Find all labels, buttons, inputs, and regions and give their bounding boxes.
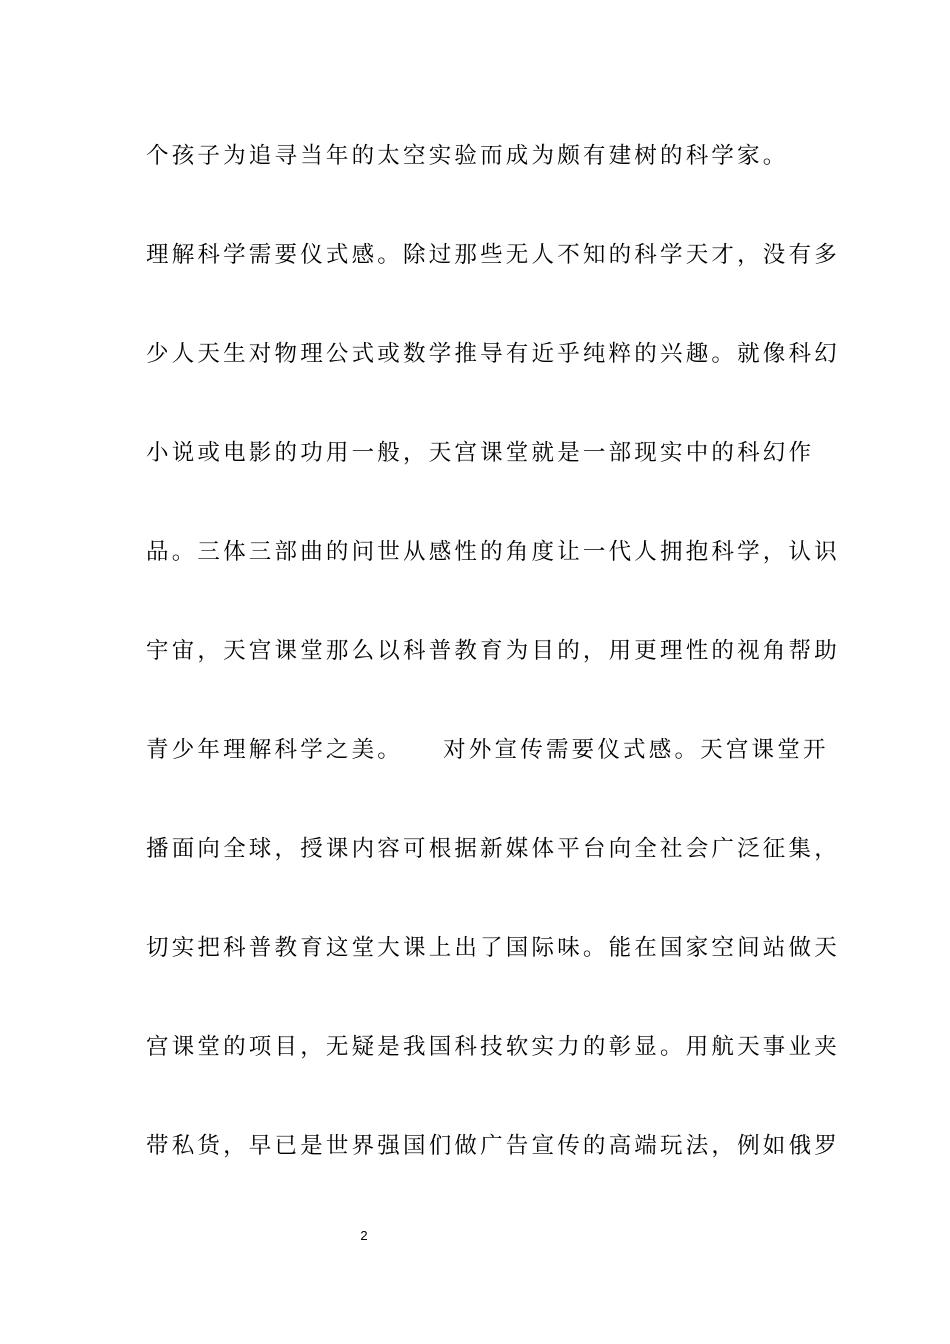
text-line: 品。三体三部曲的问世从感性的角度让一代人拥抱科学，认识 [146,539,840,565]
text-line: 播面向全球，授课内容可根据新媒体平台向全社会广泛征集， [146,836,840,862]
text-line: 理解科学需要仪式感。除过那些无人不知的科学天才，没有多 [146,242,840,268]
text-line: 个孩子为追寻当年的太空实验而成为颇有建树的科学家。 [146,143,789,169]
text-line: 宫课堂的项目，无疑是我国科技软实力的彰显。用航天事业夹 [146,1034,840,1060]
text-line: 青少年理解科学之美。 对外宣传需要仪式感。天宫课堂开 [146,737,829,763]
text-line: 切实把科普教育这堂大课上出了国际味。能在国家空间站做天 [146,935,840,961]
page-number: 2 [360,1228,368,1243]
text-line: 少人天生对物理公式或数学推导有近乎纯粹的兴趣。就像科幻 [146,341,840,367]
text-line: 小说或电影的功用一般，天宫课堂就是一部现实中的科幻作 [146,440,815,466]
text-line: 宇宙，天宫课堂那么以科普教育为目的，用更理性的视角帮助 [146,638,840,664]
text-line: 带私货，早已是世界强国们做广告宣传的高端玩法，例如俄罗 [146,1133,840,1159]
